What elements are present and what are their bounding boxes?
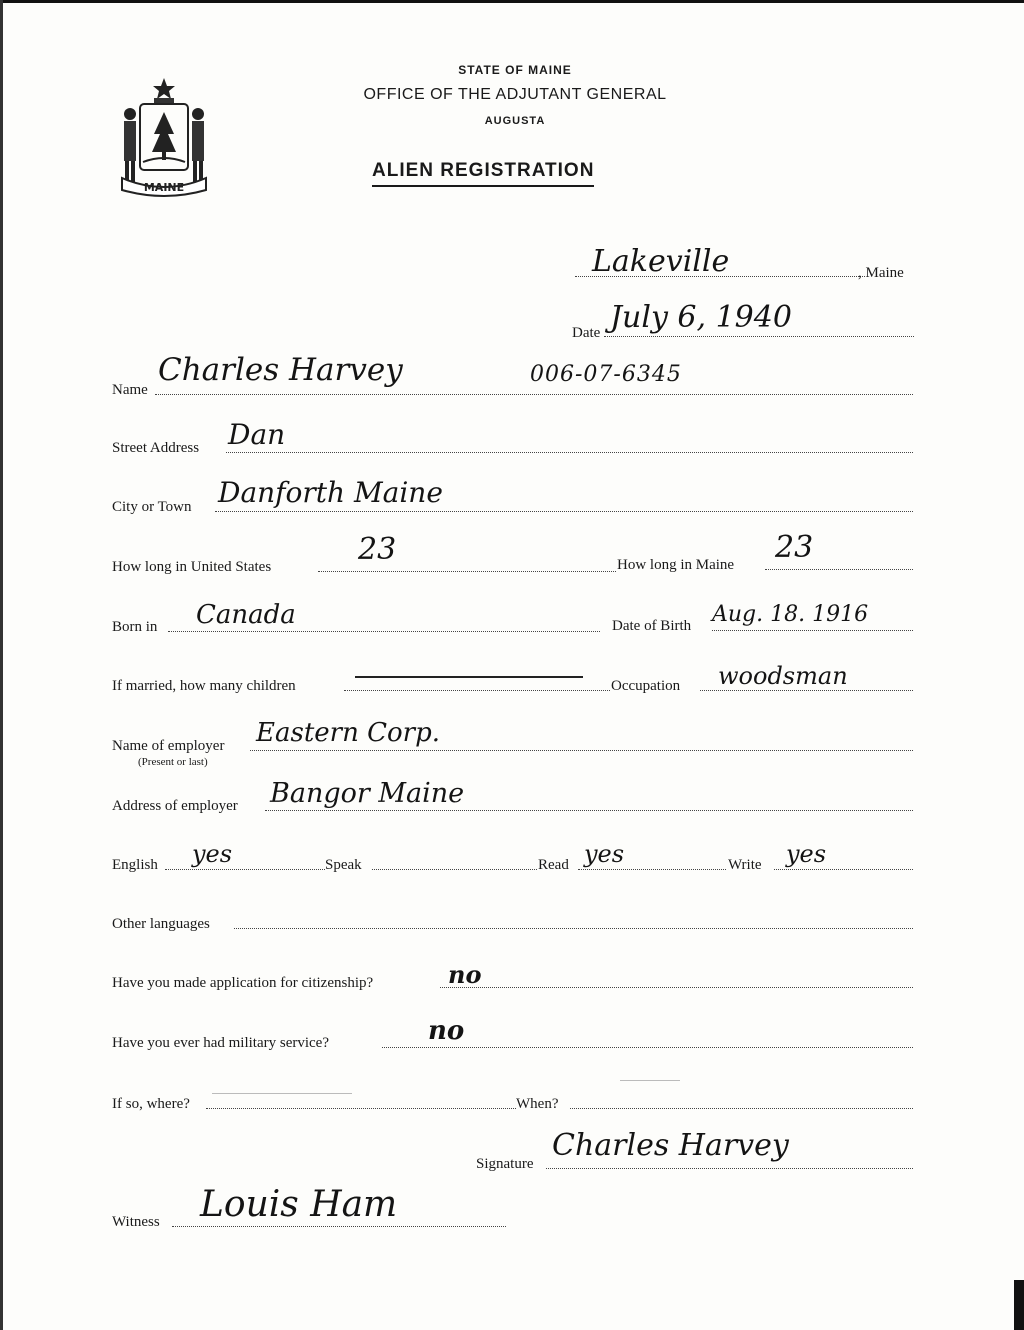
town-suffix: , Maine xyxy=(858,265,904,281)
other-languages-label: Other languages xyxy=(112,916,210,932)
children-label: If married, how many children xyxy=(112,678,296,694)
seal-banner-text: MAINE xyxy=(143,181,185,194)
header-state: STATE OF MAINE xyxy=(458,63,572,77)
name-label: Name xyxy=(112,382,148,398)
city-label: City or Town xyxy=(112,499,192,515)
where-dash xyxy=(212,1093,352,1094)
dob-line xyxy=(712,630,913,631)
witness-label: Witness xyxy=(112,1214,160,1230)
signature-label: Signature xyxy=(476,1156,534,1172)
english-value: yes xyxy=(192,840,233,868)
street-label: Street Address xyxy=(112,440,200,456)
maine-state-seal-icon xyxy=(110,74,218,202)
signature-value: Charles Harvey xyxy=(552,1128,789,1163)
occupation-line xyxy=(700,690,913,691)
write-line xyxy=(774,869,913,870)
employer-address-label: Address of employer xyxy=(112,798,238,814)
english-label: English xyxy=(112,857,158,873)
military-value: no xyxy=(428,1016,465,1046)
employer-line xyxy=(250,750,913,751)
where-label: If so, where? xyxy=(112,1096,190,1112)
us-duration-line xyxy=(318,571,616,572)
form-title: ALIEN REGISTRATION xyxy=(372,160,594,187)
us-duration-label: How long in United States xyxy=(112,559,272,575)
birthplace-value: Canada xyxy=(196,600,296,630)
maine-duration-label: How long in Maine xyxy=(617,557,735,573)
date-line xyxy=(604,336,914,337)
children-line xyxy=(344,690,610,691)
read-value: yes xyxy=(584,840,625,868)
when-line xyxy=(570,1108,913,1109)
employer-address-value: Bangor Maine xyxy=(270,778,465,809)
page-border-left xyxy=(0,0,3,1330)
read-line xyxy=(578,869,726,870)
city-line xyxy=(215,511,913,512)
speak-label: Speak xyxy=(325,857,362,873)
street-value: Dan xyxy=(228,418,286,451)
witness-value: Louis Ham xyxy=(200,1184,398,1225)
occupation-value: woodsman xyxy=(718,662,848,690)
write-label: Write xyxy=(728,857,762,873)
when-dash xyxy=(620,1080,680,1081)
date-label: Date xyxy=(572,325,601,341)
other-languages-line xyxy=(234,928,913,929)
citizenship-value: no xyxy=(448,960,482,989)
signature-line xyxy=(546,1168,913,1169)
employer-value: Eastern Corp. xyxy=(256,718,440,748)
town-value: Lakeville xyxy=(592,244,730,279)
employer-label: Name of employer xyxy=(112,738,225,754)
birthplace-label: Born in xyxy=(112,619,158,635)
dob-label: Date of Birth xyxy=(612,618,692,634)
date-value: July 6, 1940 xyxy=(610,300,792,335)
scan-edge-mark xyxy=(1014,1280,1024,1330)
employer-address-line xyxy=(265,810,913,811)
occupation-label: Occupation xyxy=(611,678,681,694)
read-label: Read xyxy=(538,857,569,873)
where-line xyxy=(206,1108,516,1109)
dob-value: Aug. 18. 1916 xyxy=(712,602,869,627)
english-line xyxy=(165,869,325,870)
children-dash xyxy=(355,676,583,678)
name-line xyxy=(155,394,913,395)
maine-duration-line xyxy=(765,569,913,570)
speak-line xyxy=(372,869,537,870)
city-value: Danforth Maine xyxy=(218,476,443,509)
witness-line xyxy=(172,1226,506,1227)
citizenship-line xyxy=(440,987,913,988)
write-value: yes xyxy=(786,840,827,868)
street-line xyxy=(226,452,913,453)
header-office: OFFICE OF THE ADJUTANT GENERAL xyxy=(363,86,667,103)
us-duration-value: 23 xyxy=(358,532,397,567)
page-border-top xyxy=(0,0,1024,3)
citizenship-label: Have you made application for citizenship? xyxy=(112,975,374,991)
maine-duration-value: 23 xyxy=(775,530,814,565)
header-city: AUGUSTA xyxy=(484,115,546,127)
id-number: 006-07-6345 xyxy=(530,362,682,387)
when-label: When? xyxy=(516,1096,559,1112)
employer-sublabel: (Present or last) xyxy=(138,756,208,768)
name-value: Charles Harvey xyxy=(158,352,403,388)
military-line xyxy=(382,1047,913,1048)
birthplace-line xyxy=(168,631,600,632)
military-label: Have you ever had military service? xyxy=(112,1035,329,1051)
